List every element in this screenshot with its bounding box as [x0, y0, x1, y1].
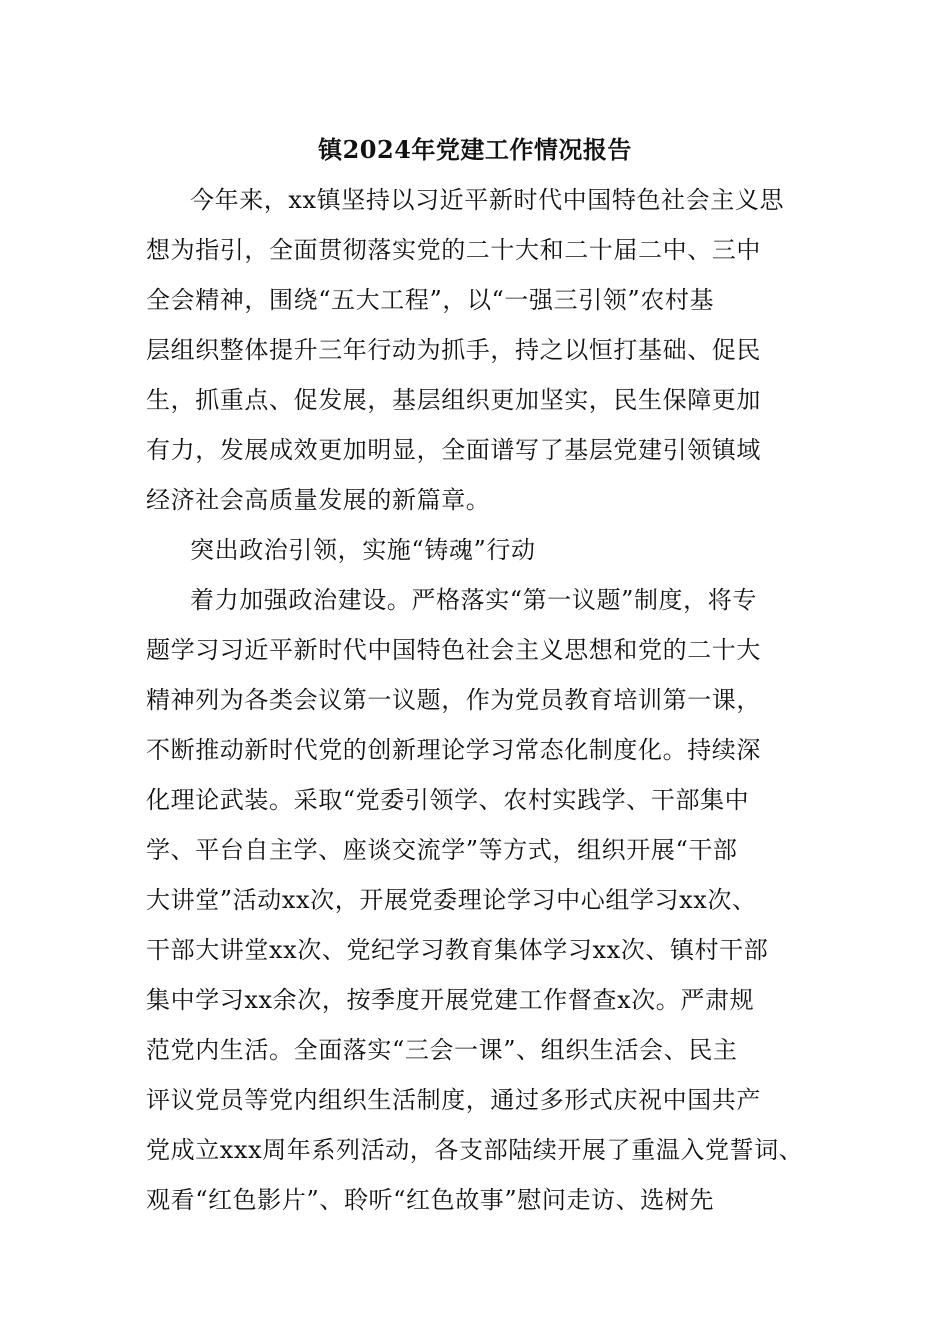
- body-line: 题学习习近平新时代中国特色社会主义思想和党的二十大: [146, 636, 761, 664]
- body-line: 党成立xxx周年系列活动，各支部陆续开展了重温入党誓词、: [146, 1136, 804, 1164]
- body-line: 集中学习xx余次，按季度开展党建工作督查x次。严肃规: [146, 986, 755, 1014]
- body-line: 大讲堂”活动xx次，开展党委理论学习中心组学习xx次、: [146, 886, 757, 914]
- body-line: 学、平台自主学、座谈交流学”等方式，组织开展“干部: [146, 836, 738, 864]
- body-line: 有力，发展成效更加明显，全面谱写了基层党建引领镇域: [146, 436, 761, 464]
- body-line: 着力加强政治建设。严格落实“第一议题”制度，将专: [190, 586, 757, 614]
- body-line: 范党内生活。全面落实“三会一课”、组织生活会、民主: [146, 1036, 738, 1064]
- body-line: 化理论武装。采取“党委引领学、农村实践学、干部集中: [146, 786, 750, 814]
- document-title: 镇2024年党建工作情况报告: [318, 135, 632, 164]
- body-line: 经济社会高质量发展的新篇章。: [146, 486, 491, 514]
- body-line: 全会精神，围绕“五大工程”，以“一强三引领”农村基: [146, 286, 715, 314]
- body-line: 今年来，xx镇坚持以习近平新时代中国特色社会主义思: [190, 186, 785, 214]
- body-line: 不断推动新时代党的创新理论学习常态化制度化。持续深: [146, 736, 761, 764]
- body-line: 评议党员等党内组织生活制度，通过多形式庆祝中国共产: [146, 1086, 761, 1114]
- body-line: 层组织整体提升三年行动为抓手，持之以恒打基础、促民: [146, 336, 761, 364]
- section-heading: 突出政治引领，实施“铸魂”行动: [190, 536, 536, 564]
- body-line: 干部大讲堂xx次、党纪学习教育集体学习xx次、镇村干部: [146, 936, 769, 964]
- body-line: 精神列为各类会议第一议题，作为党员教育培训第一课，: [146, 686, 761, 714]
- body-line: 生，抓重点、促发展，基层组织更加坚实，民生保障更加: [146, 386, 761, 414]
- body-line: 想为指引，全面贯彻落实党的二十大和二十届二中、三中: [146, 236, 761, 264]
- body-line: 观看“红色影片”、聆听“红色故事”慰问走访、选树先: [146, 1186, 715, 1214]
